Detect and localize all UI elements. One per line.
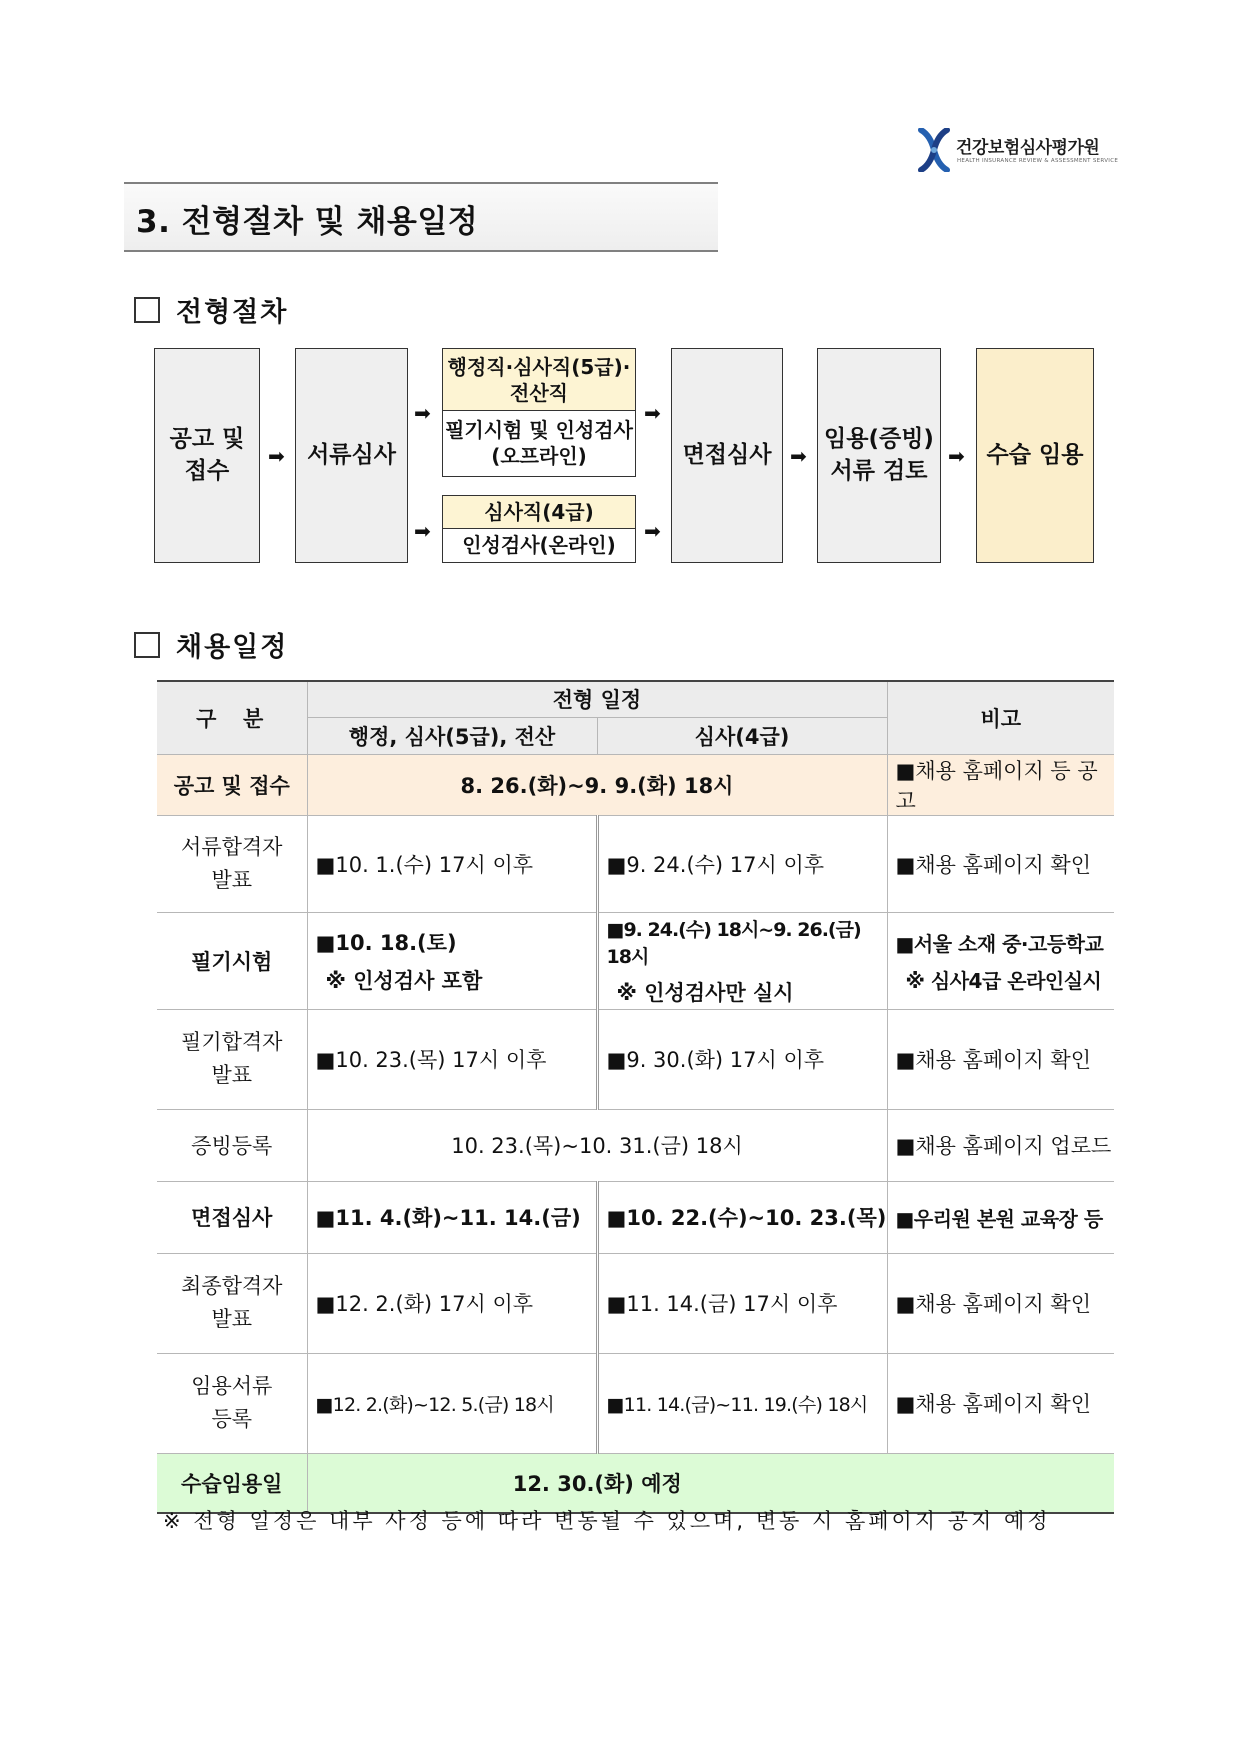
- organization-logo: [918, 128, 1118, 176]
- row-label-line1: 임용서류: [191, 1374, 273, 1399]
- section-title: 3. 전형절차 및 채용일정: [136, 204, 479, 240]
- schedule-table: [157, 680, 1114, 1514]
- checkbox-square-icon: [134, 297, 160, 323]
- schedule-heading: [134, 625, 288, 664]
- row-col-a: ■11. 4.(화)~11. 14.(금): [307, 1181, 597, 1253]
- row-col-b: ■9. 30.(화) 17시 이후: [597, 1009, 887, 1109]
- row-note: ■채용 홈페이지 등 공고: [887, 754, 1114, 815]
- row-col-b: ■10. 22.(수)~10. 23.(목): [597, 1181, 887, 1253]
- table-row: [157, 1453, 1114, 1513]
- row-label: 필기시험: [157, 912, 307, 1009]
- row-col-b: ■11. 14.(금)~11. 19.(수) 18시: [597, 1353, 887, 1453]
- row-col-b: [597, 912, 887, 1009]
- row-label: [157, 1253, 307, 1353]
- row-col-a: [307, 912, 597, 1009]
- header-note: 비고: [887, 681, 1114, 754]
- table-row: [157, 754, 1114, 815]
- table-row: [157, 815, 1114, 912]
- row-col-a: ■10. 23.(목) 17시 이후: [307, 1009, 597, 1109]
- flow-step-appointment-docs: 임용(증빙) 서류 검토: [817, 348, 941, 563]
- flow-arrow-icon: ➡: [948, 444, 965, 468]
- row-label-line1: 필기합격자: [181, 1030, 283, 1055]
- procedure-heading: [134, 290, 288, 329]
- row-label-line1: 서류합격자: [181, 834, 283, 859]
- row-note: [887, 912, 1114, 1009]
- row-label: [157, 815, 307, 912]
- row-col-a: ■12. 2.(화) 17시 이후: [307, 1253, 597, 1353]
- row-col-b-line1: ■9. 24.(수) 18시~9. 26.(금) 18시: [606, 918, 861, 968]
- flow-arrow-icon: ➡: [644, 401, 661, 425]
- flow-track-upper-title: 행정직·심사직(5급)· 전산직: [443, 349, 635, 411]
- flow-track-online-test: [442, 495, 636, 563]
- row-date: 8. 26.(화)~9. 9.(화) 18시: [307, 754, 887, 815]
- row-date: 10. 23.(목)~10. 31.(금) 18시: [307, 1109, 887, 1181]
- logo-org-name: 건강보험심사평가원: [956, 138, 1100, 158]
- table-row: [157, 1109, 1114, 1181]
- row-col-a: ■10. 1.(수) 17시 이후: [307, 815, 597, 912]
- row-note: ■채용 홈페이지 확인: [887, 1353, 1114, 1453]
- row-col-b-line2: ※ 인성검사만 실시: [616, 980, 794, 1005]
- row-label: 수습임용일: [157, 1453, 307, 1513]
- flow-arrow-icon: ➡: [644, 519, 661, 543]
- table-row: [157, 1253, 1114, 1353]
- row-note-line1: ■서울 소재 중·고등학교: [895, 931, 1104, 956]
- flow-track-lower-test: 인성검사(온라인): [443, 529, 635, 561]
- header-col-a: 행정, 심사(5급), 전산: [307, 717, 597, 754]
- schedule-heading-text: 채용일정: [176, 632, 289, 663]
- row-label-line2: 발표: [211, 867, 253, 892]
- row-date: 12. 30.(화) 예정: [307, 1453, 1114, 1513]
- table-row: [157, 1181, 1114, 1253]
- row-note: ■채용 홈페이지 확인: [887, 1253, 1114, 1353]
- schedule-footnote: ※ 전형 일정은 내부 사정 등에 따라 변동될 수 있으며, 변동 시 홈페이지 공지 예정: [163, 1509, 1051, 1533]
- flow-arrow-icon: ➡: [414, 401, 431, 425]
- row-label-line1: 최종합격자: [181, 1274, 283, 1299]
- row-label: [157, 1353, 307, 1453]
- header-schedule: 전형 일정: [307, 681, 887, 717]
- checkbox-square-icon: [134, 632, 160, 658]
- flow-arrow-icon: ➡: [268, 444, 285, 468]
- table-row: [157, 1009, 1114, 1109]
- row-col-a: ■12. 2.(화)~12. 5.(금) 18시: [307, 1353, 597, 1453]
- flow-arrow-icon: ➡: [414, 519, 431, 543]
- flow-step-document-review: 서류심사: [295, 348, 408, 563]
- flow-step-interview: 면접심사: [671, 348, 783, 563]
- row-label: [157, 1009, 307, 1109]
- header-col-b: 심사(4급): [597, 717, 887, 754]
- row-label-line2: 발표: [211, 1063, 253, 1087]
- row-col-b: ■11. 14.(금) 17시 이후: [597, 1253, 887, 1353]
- header-category: 구 분: [157, 681, 307, 754]
- row-label-line2: 발표: [211, 1307, 253, 1331]
- logo-mark-icon: [918, 128, 950, 172]
- table-row: [157, 1353, 1114, 1453]
- flow-step-probation: 수습 임용: [976, 348, 1094, 563]
- row-note: ■채용 홈페이지 확인: [887, 1009, 1114, 1109]
- flow-arrow-icon: ➡: [790, 444, 807, 468]
- table-row: [157, 912, 1114, 1009]
- row-col-a-line2: ※ 인성검사 포함: [325, 968, 483, 993]
- section-title-bar: [124, 182, 718, 252]
- row-note: ■채용 홈페이지 업로드: [887, 1109, 1114, 1181]
- row-col-b: ■9. 24.(수) 17시 이후: [597, 815, 887, 912]
- row-note-line2: ※ 심사4급 온라인실시: [905, 968, 1102, 993]
- flow-track-written-exam: [442, 348, 636, 477]
- logo-org-name-en: HEALTH INSURANCE REVIEW & ASSESSMENT SERVICE: [957, 158, 1119, 164]
- row-note: ■우리원 본원 교육장 등: [887, 1181, 1114, 1253]
- row-label-line2: 등록: [211, 1407, 253, 1431]
- row-label: 증빙등록: [157, 1109, 307, 1181]
- flow-track-lower-title: 심사직(4급): [443, 496, 635, 529]
- row-label: 공고 및 접수: [157, 754, 307, 815]
- row-note: ■채용 홈페이지 확인: [887, 815, 1114, 912]
- procedure-heading-text: 전형절차: [176, 297, 289, 328]
- row-col-a-line1: ■10. 18.(토): [315, 930, 457, 955]
- flow-step-announce: 공고 및 접수: [154, 348, 260, 563]
- row-label: 면접심사: [157, 1181, 307, 1253]
- flow-track-upper-test: 필기시험 및 인성검사 (오프라인): [443, 411, 635, 475]
